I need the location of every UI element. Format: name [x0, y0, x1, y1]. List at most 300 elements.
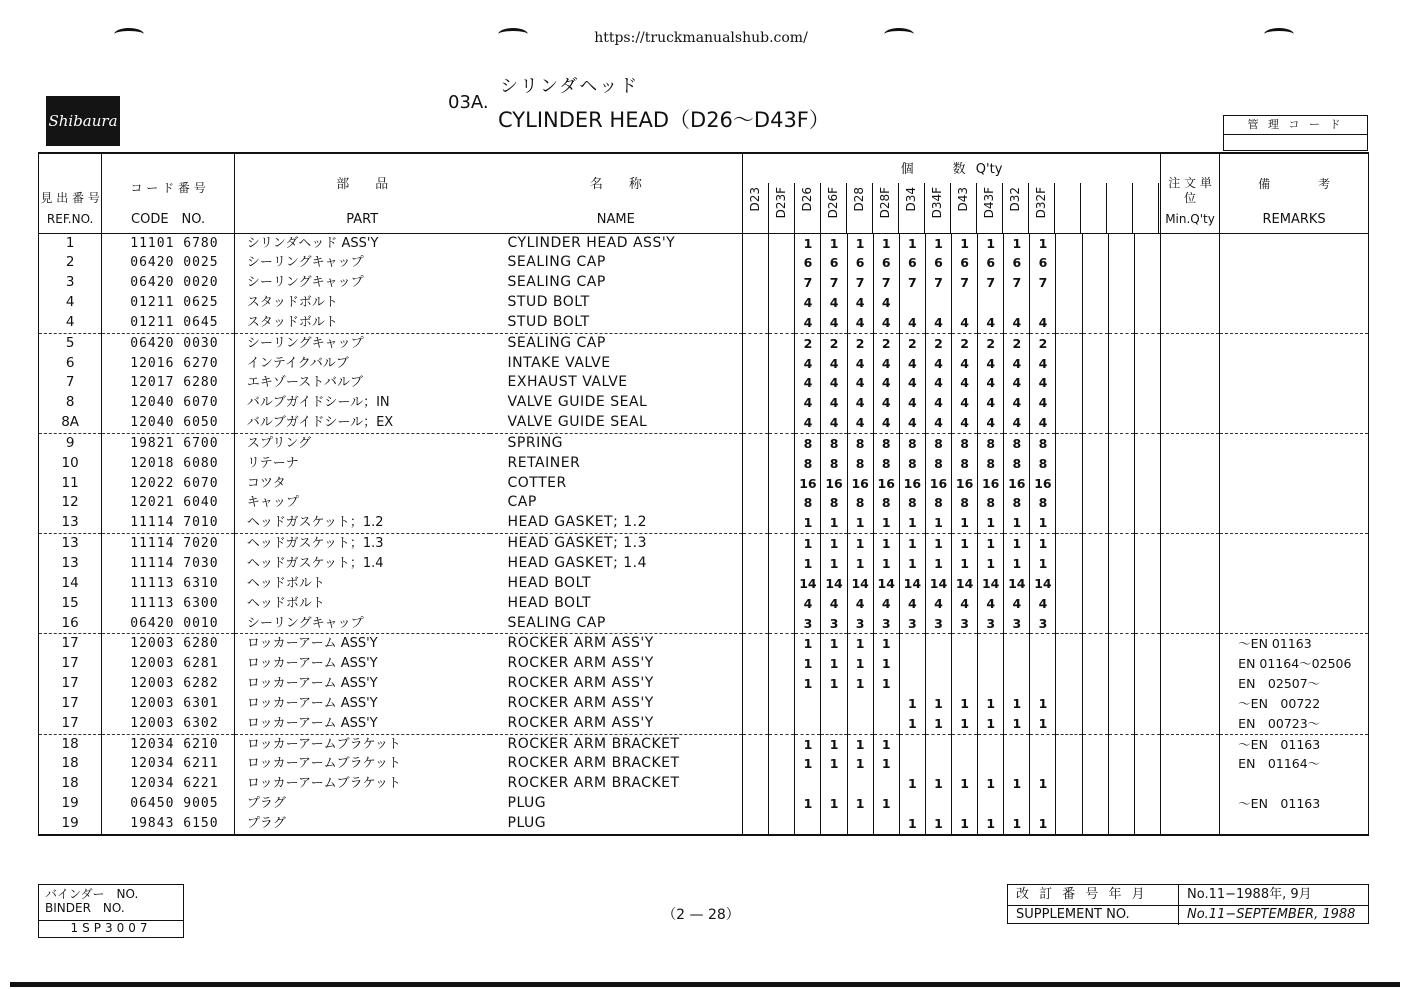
qty-cell-empty [1134, 714, 1160, 734]
part-jp-cell: キャップ [234, 493, 489, 513]
model-label: D28F [877, 186, 892, 218]
qty-cell [821, 814, 847, 835]
model-header-d28f [873, 183, 899, 233]
qty-cell [925, 794, 951, 814]
qty-cell: 7 [1004, 273, 1030, 293]
qty-cell: 8 [821, 433, 847, 453]
qty-cell-empty [1082, 574, 1108, 594]
table-row [39, 774, 1369, 794]
part-jp-cell: プラグ [234, 814, 489, 835]
qty-cell: 1 [821, 513, 847, 533]
qty-cell: 1 [952, 233, 978, 253]
qty-cell: 1 [873, 734, 899, 754]
qty-cell: 4 [821, 594, 847, 614]
qty-cell [743, 654, 769, 674]
qty-cell-empty [1134, 614, 1160, 634]
qty-cell: 1 [1030, 554, 1056, 574]
qty-cell: 1 [795, 654, 821, 674]
brand-logo: Shibaura [46, 96, 120, 146]
qty-cell: 1 [847, 734, 873, 754]
qty-cell [743, 474, 769, 494]
qty-cell [743, 333, 769, 353]
table-row [39, 454, 1369, 474]
qty-cell: 1 [1030, 814, 1056, 835]
qty-cell-empty [1082, 493, 1108, 513]
minqty-header-jp: 注 文 単 位 [1168, 175, 1212, 205]
qty-cell-empty [1134, 513, 1160, 533]
minqty-cell [1160, 714, 1219, 734]
qty-cell: 2 [847, 333, 873, 353]
qty-cell: 2 [1030, 333, 1056, 353]
qty-cell: 4 [925, 413, 951, 433]
qty-cell: 4 [1004, 594, 1030, 614]
qty-cell-empty [1082, 333, 1108, 353]
qty-cell-empty [1134, 554, 1160, 574]
qty-cell: 1 [952, 814, 978, 835]
qty-cell [925, 634, 951, 654]
qty-cell: 8 [925, 433, 951, 453]
qty-cell: 1 [1004, 774, 1030, 794]
qty-cell-empty [1134, 493, 1160, 513]
qty-cell: 4 [952, 393, 978, 413]
part-jp-cell: ロッカーアーム ASS'Y [234, 694, 489, 714]
remarks-cell: 〜EN 01163 [1220, 634, 1369, 654]
qty-cell: 4 [873, 413, 899, 433]
qty-cell: 14 [821, 574, 847, 594]
qty-cell: 4 [899, 594, 925, 614]
qty-cell [769, 694, 795, 714]
qty-cell: 7 [925, 273, 951, 293]
qty-cell: 14 [847, 574, 873, 594]
qty-cell: 1 [952, 714, 978, 734]
minqty-cell [1160, 513, 1219, 533]
qty-cell [743, 253, 769, 273]
part-jp-cell: ロッカーアーム ASS'Y [234, 714, 489, 734]
part-jp-cell: ヘッドガスケット；1.2 [234, 513, 489, 533]
qty-cell: 4 [1030, 393, 1056, 413]
qty-cell [743, 714, 769, 734]
code-cell: 06420 0025 [102, 253, 235, 273]
qty-cell [743, 694, 769, 714]
qty-cell [952, 293, 978, 313]
qty-cell-empty [1134, 634, 1160, 654]
code-cell: 12022 6070 [102, 474, 235, 494]
qty-cell-empty [1056, 313, 1082, 333]
qty-cell: 6 [1030, 253, 1056, 273]
qty-cell: 1 [821, 674, 847, 694]
code-cell: 11113 6300 [102, 594, 235, 614]
qty-cell [873, 694, 899, 714]
part-jp-cell: リテーナ [234, 454, 489, 474]
qty-cell [743, 774, 769, 794]
remarks-cell [1220, 513, 1369, 533]
qty-cell [743, 574, 769, 594]
qty-cell: 3 [1030, 614, 1056, 634]
qty-cell: 4 [873, 293, 899, 313]
minqty-cell [1160, 373, 1219, 393]
qty-cell-empty [1082, 393, 1108, 413]
code-cell: 11114 7030 [102, 554, 235, 574]
supplement-box [1007, 884, 1369, 924]
qty-cell: 6 [952, 253, 978, 273]
qty-cell: 4 [847, 594, 873, 614]
part-jp-cell: シーリングキャップ [234, 333, 489, 353]
qty-cell: 14 [795, 574, 821, 594]
table-row [39, 354, 1369, 374]
qty-cell [978, 794, 1004, 814]
qty-cell [978, 754, 1004, 774]
qty-cell-empty [1108, 754, 1134, 774]
remarks-cell [1220, 433, 1369, 453]
qty-cell: 14 [1030, 574, 1056, 594]
code-cell: 11113 6310 [102, 574, 235, 594]
remarks-cell: EN 00723〜 [1220, 714, 1369, 734]
qty-cell [1030, 754, 1056, 774]
qty-cell-empty [1082, 654, 1108, 674]
qty-cell-empty [1056, 333, 1082, 353]
model-header-empty [1055, 183, 1081, 233]
remarks-cell [1220, 413, 1369, 433]
qty-cell: 1 [1004, 534, 1030, 554]
qty-cell: 1 [795, 513, 821, 533]
qty-cell: 14 [978, 574, 1004, 594]
qty-cell: 4 [821, 313, 847, 333]
minqty-cell [1160, 333, 1219, 353]
code-cell: 12003 6301 [102, 694, 235, 714]
qty-cell: 1 [952, 774, 978, 794]
model-label: D34 [903, 186, 918, 212]
qty-cell-empty [1134, 774, 1160, 794]
qty-cell: 4 [1030, 354, 1056, 374]
qty-cell: 4 [873, 373, 899, 393]
qty-cell [821, 714, 847, 734]
qty-cell [873, 774, 899, 794]
part-jp-cell: ロッカーアームブラケット [234, 774, 489, 794]
qty-cell-empty [1056, 614, 1082, 634]
qty-cell [743, 413, 769, 433]
part-header: PART [346, 211, 379, 227]
code-cell: 12018 6080 [102, 454, 235, 474]
qty-cell [743, 614, 769, 634]
qty-cell [899, 293, 925, 313]
qty-cell [769, 554, 795, 574]
qty-cell-empty [1134, 674, 1160, 694]
qty-cell [769, 373, 795, 393]
qty-cell-empty [1082, 413, 1108, 433]
qty-cell-empty [1082, 354, 1108, 374]
qty-cell [978, 734, 1004, 754]
part-name-cell: ROCKER ARM ASS'Y [490, 674, 743, 694]
remarks-cell [1220, 574, 1369, 594]
qty-cell-empty [1108, 634, 1134, 654]
minqty-cell [1160, 654, 1219, 674]
part-jp-cell: バルブガイドシール；EX [234, 413, 489, 433]
part-name-cell: STUD BOLT [490, 293, 743, 313]
qty-cell [952, 654, 978, 674]
ref-cell: 13 [39, 554, 102, 574]
ref-cell: 8A [39, 413, 102, 433]
qty-cell-empty [1134, 354, 1160, 374]
model-header-d23 [743, 183, 769, 233]
table-row [39, 293, 1369, 313]
qty-cell: 4 [821, 393, 847, 413]
qty-cell [743, 273, 769, 293]
qty-cell-empty [1108, 393, 1134, 413]
qty-cell: 1 [821, 554, 847, 574]
qty-cell: 7 [821, 273, 847, 293]
qty-cell: 8 [978, 433, 1004, 453]
table-row [39, 534, 1369, 554]
qty-cell [743, 493, 769, 513]
qty-cell: 3 [873, 614, 899, 634]
qty-cell: 1 [978, 534, 1004, 554]
qty-cell: 8 [952, 454, 978, 474]
qty-cell: 8 [1030, 433, 1056, 453]
qty-cell-empty [1082, 513, 1108, 533]
qty-cell: 8 [847, 433, 873, 453]
qty-cell: 4 [952, 354, 978, 374]
qty-cell-empty [1056, 654, 1082, 674]
remarks-cell [1220, 333, 1369, 353]
qty-cell-empty [1056, 293, 1082, 313]
remarks-cell: EN 02507〜 [1220, 674, 1369, 694]
qty-cell: 16 [847, 474, 873, 494]
qty-cell: 1 [1030, 774, 1056, 794]
qty-cell: 8 [795, 493, 821, 513]
qty-cell [743, 634, 769, 654]
minqty-cell [1160, 454, 1219, 474]
table-row [39, 393, 1369, 413]
model-label: D23F [773, 186, 788, 218]
qty-cell [743, 554, 769, 574]
qty-cell [925, 674, 951, 694]
remarks-cell [1220, 554, 1369, 574]
qty-cell-empty [1108, 794, 1134, 814]
qty-cell-empty [1082, 814, 1108, 835]
qty-cell: 1 [925, 534, 951, 554]
part-jp-cell: シリンダヘッド ASS'Y [234, 233, 489, 253]
qty-cell: 8 [978, 493, 1004, 513]
qty-cell: 1 [873, 233, 899, 253]
minqty-cell [1160, 493, 1219, 513]
code-header: CODE NO. [131, 211, 206, 227]
page-title-jp: シリンダヘッド [500, 76, 640, 97]
part-jp-cell: ヘッドボルト [234, 574, 489, 594]
qty-cell: 1 [899, 534, 925, 554]
qty-cell-empty [1134, 794, 1160, 814]
qty-cell: 1 [1030, 694, 1056, 714]
qty-cell-empty [1108, 433, 1134, 453]
qty-cell-empty [1056, 454, 1082, 474]
remarks-cell [1220, 233, 1369, 253]
qty-cell: 1 [873, 794, 899, 814]
qty-cell [769, 814, 795, 835]
minqty-cell [1160, 534, 1219, 554]
revision-label-jp: 改 訂 番 号 年 月 [1016, 887, 1148, 902]
qty-cell: 1 [899, 513, 925, 533]
minqty-cell [1160, 794, 1219, 814]
ref-cell: 3 [39, 273, 102, 293]
qty-cell [769, 454, 795, 474]
qty-cell [821, 774, 847, 794]
code-cell: 12003 6280 [102, 634, 235, 654]
qty-cell [952, 674, 978, 694]
qty-cell: 2 [1004, 333, 1030, 353]
part-jp-cell: ロッカーアームブラケット [234, 754, 489, 774]
qty-cell [873, 714, 899, 734]
qty-cell [769, 674, 795, 694]
qty-cell: 2 [795, 333, 821, 353]
remarks-cell [1220, 534, 1369, 554]
table-row [39, 754, 1369, 774]
qty-cell [743, 433, 769, 453]
qty-cell: 1 [1004, 233, 1030, 253]
qty-cell [952, 794, 978, 814]
qty-cell [952, 634, 978, 654]
qty-cell [769, 293, 795, 313]
qty-cell-empty [1056, 574, 1082, 594]
qty-cell: 4 [873, 313, 899, 333]
qty-cell [743, 293, 769, 313]
qty-cell [769, 474, 795, 494]
code-cell: 11114 7010 [102, 513, 235, 533]
qty-cell-empty [1056, 253, 1082, 273]
qty-cell-empty [1108, 233, 1134, 253]
qty-cell-empty [1056, 534, 1082, 554]
qty-cell: 1 [925, 694, 951, 714]
qty-cell: 7 [795, 273, 821, 293]
qty-cell: 4 [925, 594, 951, 614]
model-header-d32f [1029, 183, 1055, 233]
minqty-cell [1160, 433, 1219, 453]
table-row [39, 313, 1369, 333]
qty-cell: 4 [925, 393, 951, 413]
part-jp-cell: インテイクバルブ [234, 354, 489, 374]
qty-cell: 1 [1030, 534, 1056, 554]
qty-cell [795, 814, 821, 835]
qty-cell: 1 [873, 654, 899, 674]
part-jp-cell: ヘッドガスケット；1.4 [234, 554, 489, 574]
part-name-cell: HEAD GASKET; 1.4 [490, 554, 743, 574]
qty-cell [899, 734, 925, 754]
part-name-cell: EXHAUST VALVE [490, 373, 743, 393]
table-row [39, 273, 1369, 293]
part-jp-cell: シーリングキャップ [234, 273, 489, 293]
qty-cell [847, 814, 873, 835]
remarks-cell [1220, 474, 1369, 494]
qty-cell: 8 [795, 454, 821, 474]
model-header-d34 [899, 183, 925, 233]
remarks-header-jp: 備 考 [1258, 176, 1331, 191]
qty-cell-empty [1134, 433, 1160, 453]
part-name-cell: INTAKE VALVE [490, 354, 743, 374]
qty-cell: 1 [1004, 714, 1030, 734]
qty-cell: 1 [847, 513, 873, 533]
qty-cell: 1 [847, 634, 873, 654]
qty-cell [743, 754, 769, 774]
ref-cell: 1 [39, 233, 102, 253]
qty-cell [769, 493, 795, 513]
qty-cell: 1 [795, 634, 821, 654]
ref-cell: 5 [39, 333, 102, 353]
model-header-d34f [925, 183, 951, 233]
qty-cell [769, 433, 795, 453]
qty-cell-empty [1056, 634, 1082, 654]
qty-cell: 16 [873, 474, 899, 494]
qty-cell [769, 354, 795, 374]
qty-cell: 6 [847, 253, 873, 273]
qty-cell-empty [1056, 233, 1082, 253]
model-header-d32 [1003, 183, 1029, 233]
ref-cell: 18 [39, 734, 102, 754]
qty-cell-empty [1056, 493, 1082, 513]
qty-cell-empty [1108, 474, 1134, 494]
qty-cell: 4 [847, 413, 873, 433]
qty-cell: 16 [952, 474, 978, 494]
qty-cell: 1 [821, 794, 847, 814]
qty-cell: 4 [847, 293, 873, 313]
remarks-cell [1220, 253, 1369, 273]
qty-cell-empty [1082, 554, 1108, 574]
qty-cell: 4 [899, 413, 925, 433]
model-label: D43 [955, 186, 970, 212]
qty-cell: 1 [847, 674, 873, 694]
page-title: CYLINDER HEAD（D26〜D43F） [498, 108, 830, 132]
part-name-cell: COTTER [490, 474, 743, 494]
table-row [39, 413, 1369, 433]
col-name [490, 153, 743, 233]
supplement-value: No.11−SEPTEMBER, 1988 [1178, 905, 1368, 925]
qty-cell-empty [1082, 794, 1108, 814]
part-name-cell: HEAD BOLT [490, 594, 743, 614]
part-name-cell: SEALING CAP [490, 614, 743, 634]
minqty-cell [1160, 293, 1219, 313]
part-name-cell: ROCKER ARM ASS'Y [490, 714, 743, 734]
model-header-d43f [977, 183, 1003, 233]
qty-cell: 1 [978, 694, 1004, 714]
qty-cell-empty [1134, 734, 1160, 754]
qty-cell: 1 [925, 774, 951, 794]
qty-cell [899, 754, 925, 774]
qty-cell [769, 513, 795, 533]
minqty-cell [1160, 554, 1219, 574]
qty-cell: 7 [952, 273, 978, 293]
qty-header-en: Q'ty [975, 162, 1003, 177]
qty-cell: 14 [1004, 574, 1030, 594]
qty-cell: 1 [899, 554, 925, 574]
qty-cell: 1 [847, 554, 873, 574]
qty-cell-empty [1134, 754, 1160, 774]
col-qty [743, 153, 1161, 233]
supplement-label: SUPPLEMENT NO. [1016, 907, 1130, 922]
qty-cell-empty [1134, 273, 1160, 293]
qty-cell: 6 [978, 253, 1004, 273]
col-ref [39, 153, 102, 233]
model-header-d43 [951, 183, 977, 233]
code-cell: 19821 6700 [102, 433, 235, 453]
qty-cell: 8 [847, 454, 873, 474]
qty-cell: 1 [952, 554, 978, 574]
qty-cell-empty [1056, 714, 1082, 734]
qty-cell [743, 373, 769, 393]
col-part [234, 153, 489, 233]
part-name-cell: CAP [490, 493, 743, 513]
part-jp-cell: シーリングキャップ [234, 614, 489, 634]
part-name-cell: ROCKER ARM ASS'Y [490, 654, 743, 674]
qty-cell-empty [1082, 293, 1108, 313]
qty-cell [743, 454, 769, 474]
qty-cell: 3 [1004, 614, 1030, 634]
